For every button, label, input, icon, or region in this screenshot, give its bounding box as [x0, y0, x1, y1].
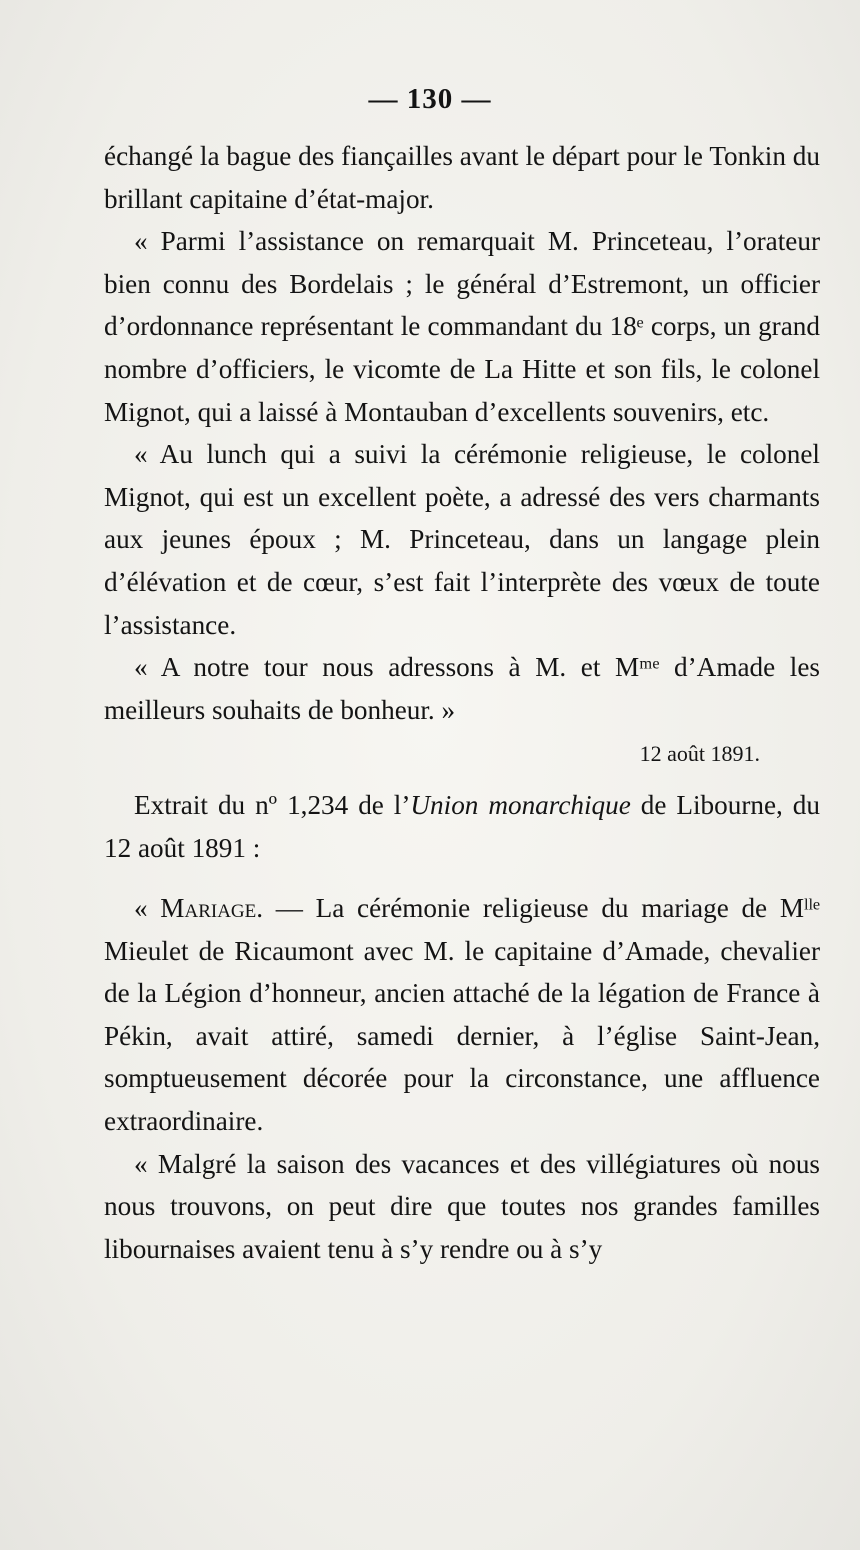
paragraph-mariage-text: — La cérémonie religieuse du mariage de Mˡˡᵉ Mieulet de Ricaumont avec M. le capitaine d’Amade, chevalier de la Légion d’honneur, ancien attaché de la légation de France à Pékin, avait attiré, samedi dernier, à l’église Saint-Jean, somptueusement décorée pour la circonstance, une affluence extraordinaire.	[104, 893, 820, 1137]
paragraph-mariage	[104, 887, 820, 1143]
paragraph-wishes: « A notre tour nous adressons à M. et Mᵐᵉ d’Amade les meilleurs souhaits de bonheur. »	[104, 652, 820, 725]
paragraph-lunch: « Au lunch qui a suivi la cérémonie religieuse, le colonel Mignot, qui est un excellent poète, a adressé des vers charmants aux jeunes époux ; M. Princeteau, dans un langage plein d’élévation et de cœur, s’est fait l’interprète des vœux de toute l’assistance.	[104, 439, 820, 640]
page-number: — 130 —	[368, 83, 492, 115]
section-label: Mariage.	[160, 893, 264, 924]
extract-heading	[104, 784, 820, 869]
newspaper-title: Union monarchique	[410, 789, 631, 820]
quote-open: «	[134, 893, 161, 924]
date-line: 12 août 1891.	[639, 741, 760, 767]
extract-heading-end: de Libourne, du 12 août 1891 :	[104, 789, 820, 863]
body-text	[104, 135, 820, 1270]
paragraph-continuation: échangé la bague des fiançailles avant le départ pour le Tonkin du brillant capitaine d’état-major.	[104, 141, 820, 214]
extract-heading-start: Extrait du nº 1,234 de l’	[134, 789, 411, 820]
paragraph-saison: « Malgré la saison des vacances et des villégiatures où nous nous trouvons, on peut dire que toutes nos grandes familles libournaises avaient tenu à s’y rendre ou à s’y	[104, 1148, 820, 1264]
paragraph-assistance: « Parmi l’assistance on remarquait M. Princeteau, l’orateur bien connu des Bordelais ; le général d’Estremont, un officier d’ordonnance représentant le commandant du 18ᵉ corps, un grand nombre d’officiers, le vicomte de La Hitte et son fils, le colonel Mignot, qui a laissé à Montauban d’excellents souvenirs, etc.	[104, 226, 820, 427]
